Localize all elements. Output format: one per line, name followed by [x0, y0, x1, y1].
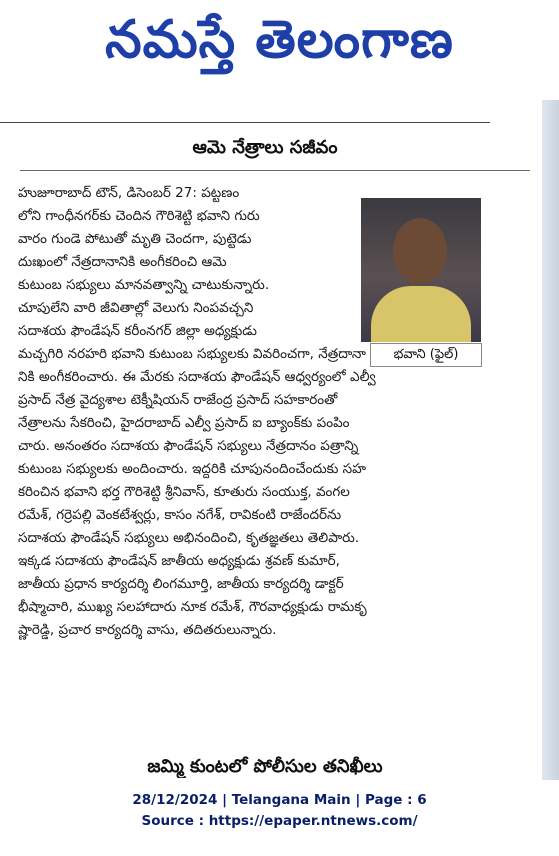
article-line: సదాశయ ఫౌండేషన్ సభ్యులు అభినందించి, కృతజ్ఞతలు తెలిపారు.: [18, 530, 360, 546]
footer-source-link[interactable]: Source : https://epaper.ntnews.com/: [141, 813, 418, 829]
photo-figure-body: [371, 286, 471, 342]
article-line: మచ్చగిరి నరహరి భవాని కుటుంబ సభ్యులకు వివరించగా, నేత్రదానా: [18, 346, 366, 362]
article-line: భీష్మాచారి, ముఖ్య సలహాదారు నూక రమేశ్, గౌరవాధ్యక్షుడు రామకృ: [18, 599, 367, 615]
photo-caption: భవాని (ఫైల్): [370, 343, 482, 367]
article-line: కుటుంబ సభ్యులకు అందించారు. ఇద్దరికి చూపునందించేందుకు సహ: [18, 461, 367, 477]
article-line: ఇక్కడ సదాశయ ఫౌండేషన్ జాతీయ అధ్యక్షుడు శ్రవణ్ కుమార్,: [18, 553, 340, 569]
article-line: లోని గాంధీనగర్‌కు చెందిన గౌరిశెట్టి భవాని గురు: [18, 208, 260, 224]
article-line: ష్ణారెడ్డి, ప్రచార కార్యదర్శి వాసు, తదితరులున్నారు.: [18, 622, 277, 638]
person-photo: [361, 198, 481, 342]
article-line: చూపులేని వారి జీవితాల్లో వెలుగు నింపవచ్చని: [18, 300, 254, 316]
article-line: కుటుంబ సభ్యులు మానవత్వాన్ని చాటుకున్నారు.: [18, 277, 270, 293]
top-divider: [0, 122, 490, 123]
article-line: నికి అంగీకరించారు. ఈ మేరకు సదాశయ ఫౌండేషన్ ఆధ్వర్యంలో ఎల్వీ: [18, 369, 376, 385]
next-article-headline: జమ్మి కుంటలో పోలీసుల తనిఖీలు: [147, 756, 383, 777]
article-headline: ఆమె నేత్రాలు సజీవం: [192, 137, 338, 158]
article-line: జాతీయ ప్రధాన కార్యదర్శి లింగమూర్తి, జాతీయ కార్యదర్శి డాక్టర్: [18, 576, 344, 592]
footer-date-page: 28/12/2024 | Telangana Main | Page : 6: [132, 792, 427, 808]
source-footer: [0, 790, 559, 832]
article-line: ప్రసాద్ నేత్ర వైద్యశాల టెక్నీషియన్ రాజేంద్ర ప్రసాద్ సహకారంతో: [18, 392, 338, 408]
clipping-edge: [542, 100, 559, 780]
article-line: సదాశయ ఫౌండేషన్ కరీంనగర్ జిల్లా అధ్యక్షుడు: [18, 323, 257, 339]
article-line: చారు. అనంతరం సదాశయ ఫౌండేషన్ సభ్యులు నేత్రదానం పత్రాన్ని: [18, 438, 359, 454]
masthead: [0, 0, 559, 82]
article-line: నేత్రాలను సేకరించి, హైదరాబాద్ ఎల్వీ ప్రసాద్ ఐ బ్యాంక్‌కు పంపిం: [18, 415, 350, 431]
newspaper-logo: నమస్తే తెలంగాణ: [105, 10, 454, 70]
article-line: హుజూరాబాద్ టౌన్, డిసెంబర్ 27: పట్టణం: [18, 185, 240, 201]
photo-figure-face: [393, 218, 447, 284]
article-line: రమేశ్, గర్రెపల్లి వెంకటేశ్వర్లు, కాసం నగేశ్, రావికంటి రాజేందర్‌ను: [18, 507, 342, 523]
headline-divider: [20, 170, 530, 171]
article-line: దుఃఖంలో నేత్రదానానికి అంగీకరించి ఆమె: [18, 254, 227, 270]
article-line: కరించిన భవాని భర్త గౌరిశెట్టి శ్రీనివాస్, కూతురు సంయుక్త, వంగల: [18, 484, 350, 500]
article-line: వారం గుండె పోటుతో మృతి చెందగా, పుట్టెడు: [18, 231, 252, 247]
